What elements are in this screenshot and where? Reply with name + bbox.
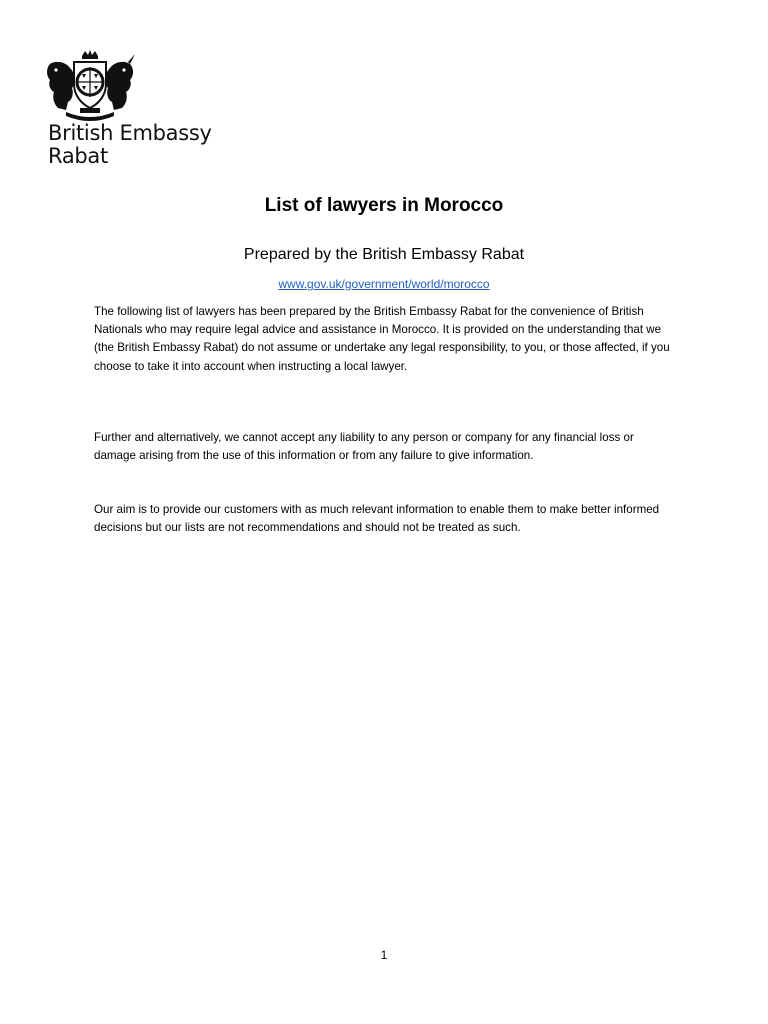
- paragraph-liability: Further and alternatively, we cannot accept any liability to any person or company for any financial loss or damage arising from the use of this information or from any failure to give information.: [94, 431, 634, 463]
- royal-coat-of-arms-icon: [44, 50, 136, 122]
- paragraph-aim: Our aim is to provide our customers with as much relevant information to enable them to make better informed decisions but our lists are not recommendations and should not be treated as such.: [94, 503, 660, 535]
- embassy-name: [48, 122, 212, 168]
- website-link[interactable]: www.gov.uk/government/world/morocco: [278, 277, 490, 291]
- website-link-container: [0, 277, 768, 291]
- embassy-name-line1: British Embassy: [48, 121, 212, 145]
- document-subtitle: Prepared by the British Embassy Rabat: [243, 246, 525, 263]
- paragraph-disclaimer: The following list of lawyers has been prepared by the British Embassy Rabat for the convenience of British Nationals who may require legal advice and assistance in Morocco. It is provided on the understanding that we (the British Embassy Rabat) do not assume or undertake any legal responsibility, to you, or those affected, if you choose to take it into account when instructing a local lawyer.: [94, 305, 670, 373]
- document-title: List of lawyers in Morocco: [264, 195, 504, 216]
- embassy-name-line2: Rabat: [48, 144, 108, 168]
- page-number: 1: [380, 948, 388, 962]
